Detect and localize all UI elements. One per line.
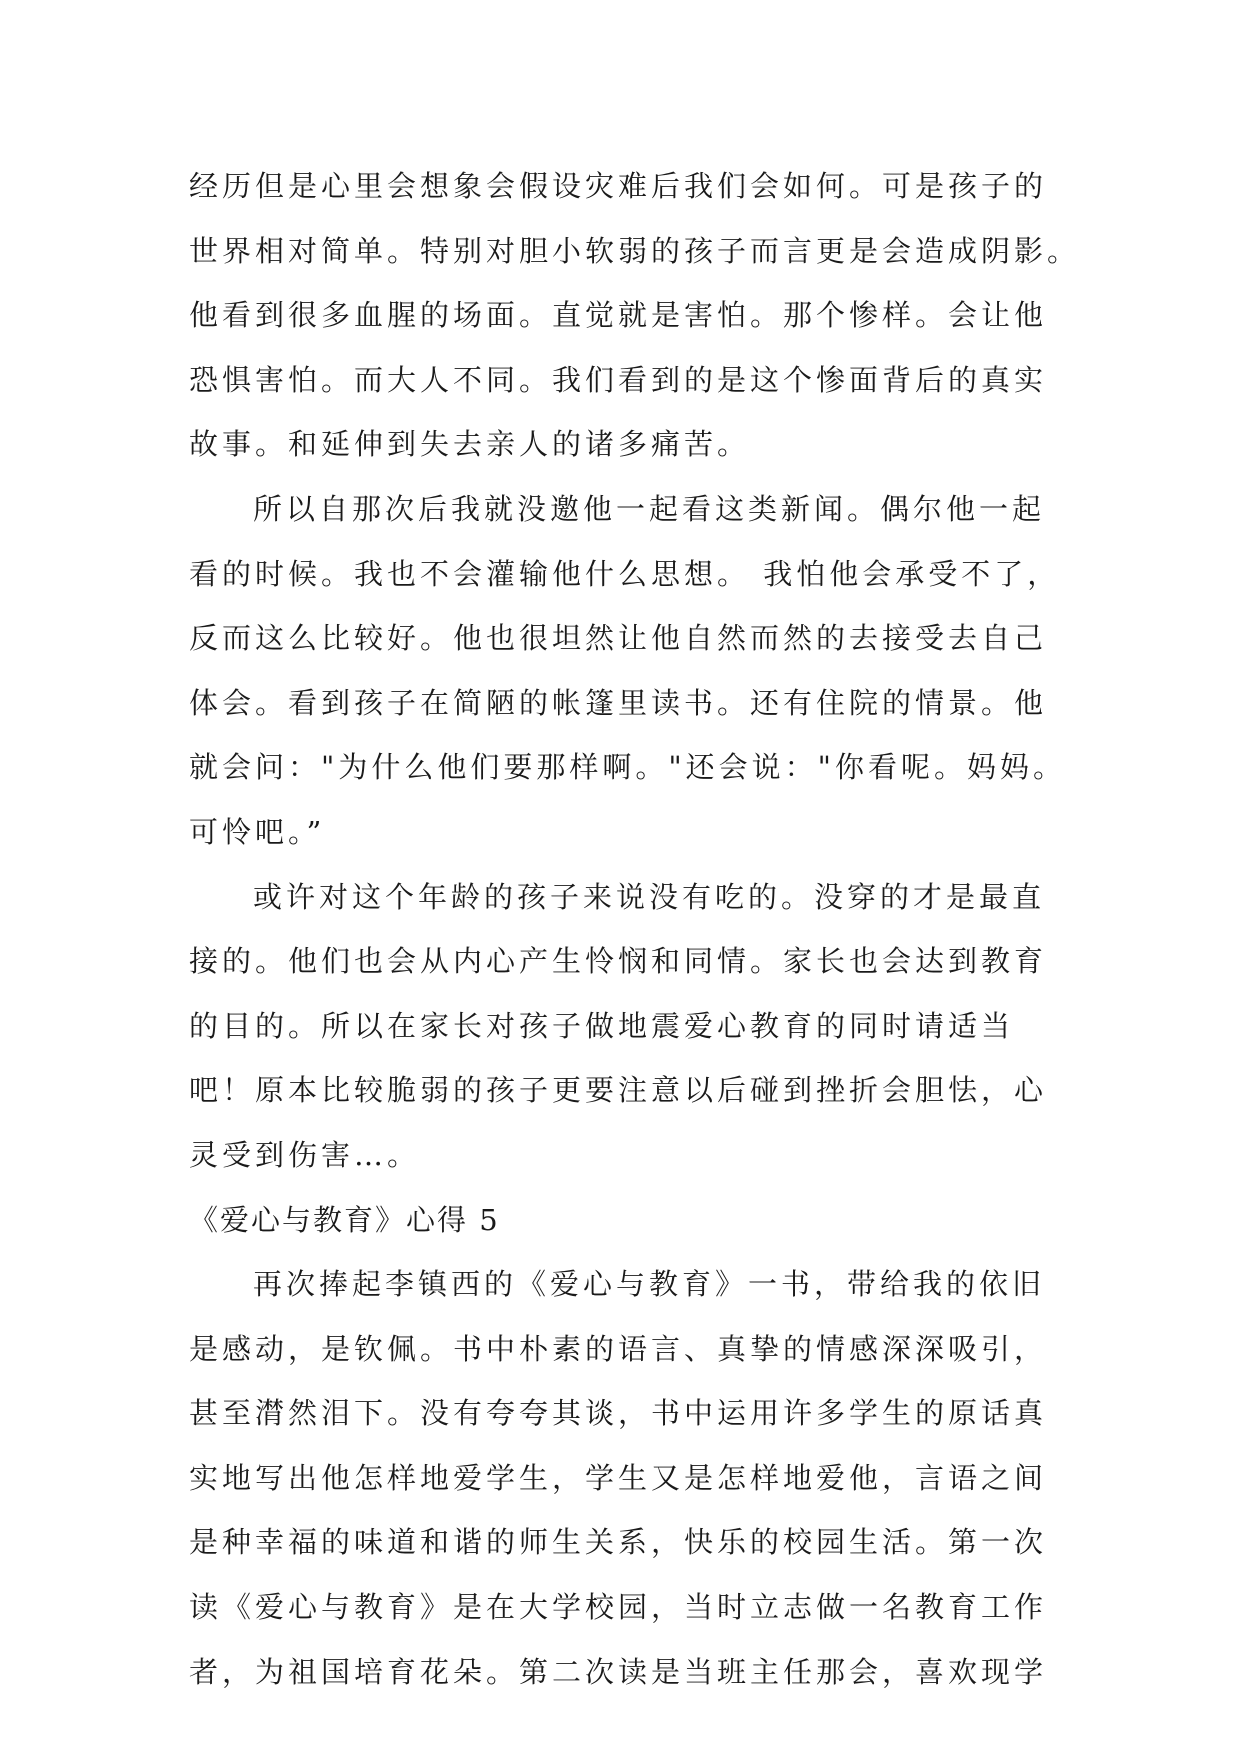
- text-line: 反而这么比较好。他也很坦然让他自然而然的去接受去自己: [189, 621, 1048, 656]
- text-line: 就会问："为什么他们要那样啊。"还会说："你看呢。妈妈。: [189, 750, 1067, 785]
- text-line: 灵受到伤害…。: [189, 1137, 421, 1172]
- section-heading: 《爱心与教育》心得 5: [189, 1202, 500, 1237]
- text-line: 世界相对简单。特别对胆小软弱的孩子而言更是会造成阴影。: [189, 233, 1081, 268]
- text-line: 读《爱心与教育》是在大学校园，当时立志做一名教育工作: [189, 1590, 1048, 1625]
- text-line: 体会。看到孩子在简陋的帐篷里读书。还有住院的情景。他: [189, 685, 1048, 720]
- paragraph-first-line: 或许对这个年龄的孩子来说没有吃的。没穿的才是最直: [253, 879, 1046, 914]
- text-line: 经历但是心里会想象会假设灾难后我们会如何。可是孩子的: [189, 169, 1048, 203]
- text-line: 恐惧害怕。而大人不同。我们看到的是这个惨面背后的真实: [189, 362, 1048, 397]
- text-line: 者，为祖国培育花朵。第二次读是当班主任那会，喜欢现学: [189, 1654, 1048, 1689]
- document-body: [189, 154, 1089, 1704]
- text-line: 的目的。所以在家长对孩子做地震爱心教育的同时请适当: [189, 1008, 1015, 1043]
- paragraph-first-line: 再次捧起李镇西的《爱心与教育》一书，带给我的依旧: [253, 1267, 1046, 1302]
- text-line: 是感动，是钦佩。书中朴素的语言、真挚的情感深深吸引，: [189, 1331, 1048, 1366]
- text-line: 看的时候。我也不会灌输他什么思想。 我怕他会承受不了，: [189, 556, 1061, 591]
- text-line: 甚至潸然泪下。没有夸夸其谈，书中运用许多学生的原话真: [189, 1396, 1048, 1431]
- text-line: 可怜吧。”: [189, 814, 326, 849]
- text-line: 实地写出他怎样地爱学生，学生又是怎样地爱他，言语之间: [189, 1460, 1048, 1495]
- text-line: 吧！原本比较脆弱的孩子更要注意以后碰到挫折会胆怯，心: [189, 1073, 1048, 1108]
- paragraph-first-line: 所以自那次后我就没邀他一起看这类新闻。偶尔他一起: [253, 491, 1046, 526]
- text-line: 他看到很多血腥的场面。直觉就是害怕。那个惨样。会让他: [189, 298, 1048, 333]
- text-line: 接的。他们也会从内心产生怜悯和同情。家长也会达到教育: [189, 944, 1048, 979]
- text-line: 是种幸福的味道和谐的师生关系，快乐的校园生活。第一次: [189, 1525, 1048, 1560]
- text-line: 故事。和延伸到失去亲人的诸多痛苦。: [189, 427, 751, 462]
